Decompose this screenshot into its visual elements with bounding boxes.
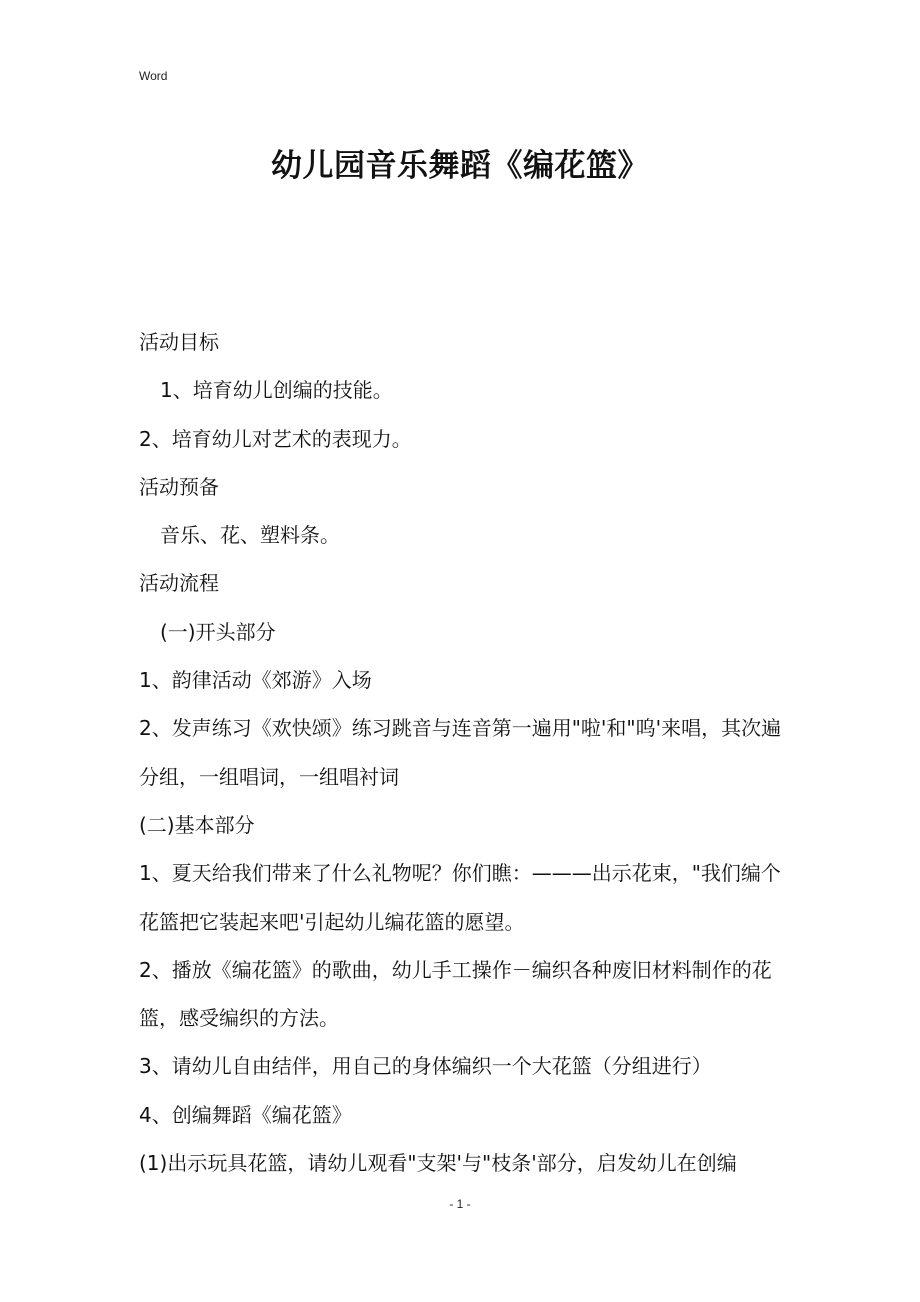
paragraph: 1、培育幼儿创编的技能。 <box>160 378 393 403</box>
paragraph: 活动流程 <box>139 571 219 596</box>
paragraph: 1、夏天给我们带来了什么礼物呢？你们瞧：———出示花束，"我们编个花篮把它装起来吧'引起幼儿编花篮的愿望。 <box>139 861 781 934</box>
paragraph: (二)基本部分 <box>139 812 255 837</box>
paragraph: 1、韵律活动《郊游》入场 <box>139 668 372 693</box>
paragraph: 3、请幼儿自由结伴，用自己的身体编织一个大花篮（分组进行） <box>139 1054 712 1079</box>
document-body <box>139 318 785 1187</box>
paragraph: 活动目标 <box>139 330 219 354</box>
document-title: 幼儿园音乐舞蹈《编花篮》 <box>271 148 649 184</box>
paragraph: 4、创编舞蹈《编花篮》 <box>139 1102 352 1127</box>
page-number: - 1 - <box>449 1197 471 1211</box>
paragraph: 2、播放《编花篮》的歌曲，幼儿手工操作－编织各种废旧材料制作的花篮，感受编织的方法。 <box>139 957 772 1031</box>
paragraph: 2、培育幼儿对艺术的表现力。 <box>139 426 412 451</box>
paragraph: 音乐、花、塑料条。 <box>160 523 340 548</box>
paragraph: 活动预备 <box>139 474 219 499</box>
paragraph: (1)出示玩具花篮，请幼儿观看"支架'与"枝条'部分，启发幼儿在创编 <box>139 1151 737 1176</box>
header-label: Word <box>139 69 168 83</box>
paragraph: (一)开头部分 <box>160 619 276 644</box>
paragraph: 2、发声练习《欢快颂》练习跳音与连音第一遍用"啦'和"呜'来唱，其次遍分组，一组唱词，一组唱衬词 <box>139 716 782 789</box>
